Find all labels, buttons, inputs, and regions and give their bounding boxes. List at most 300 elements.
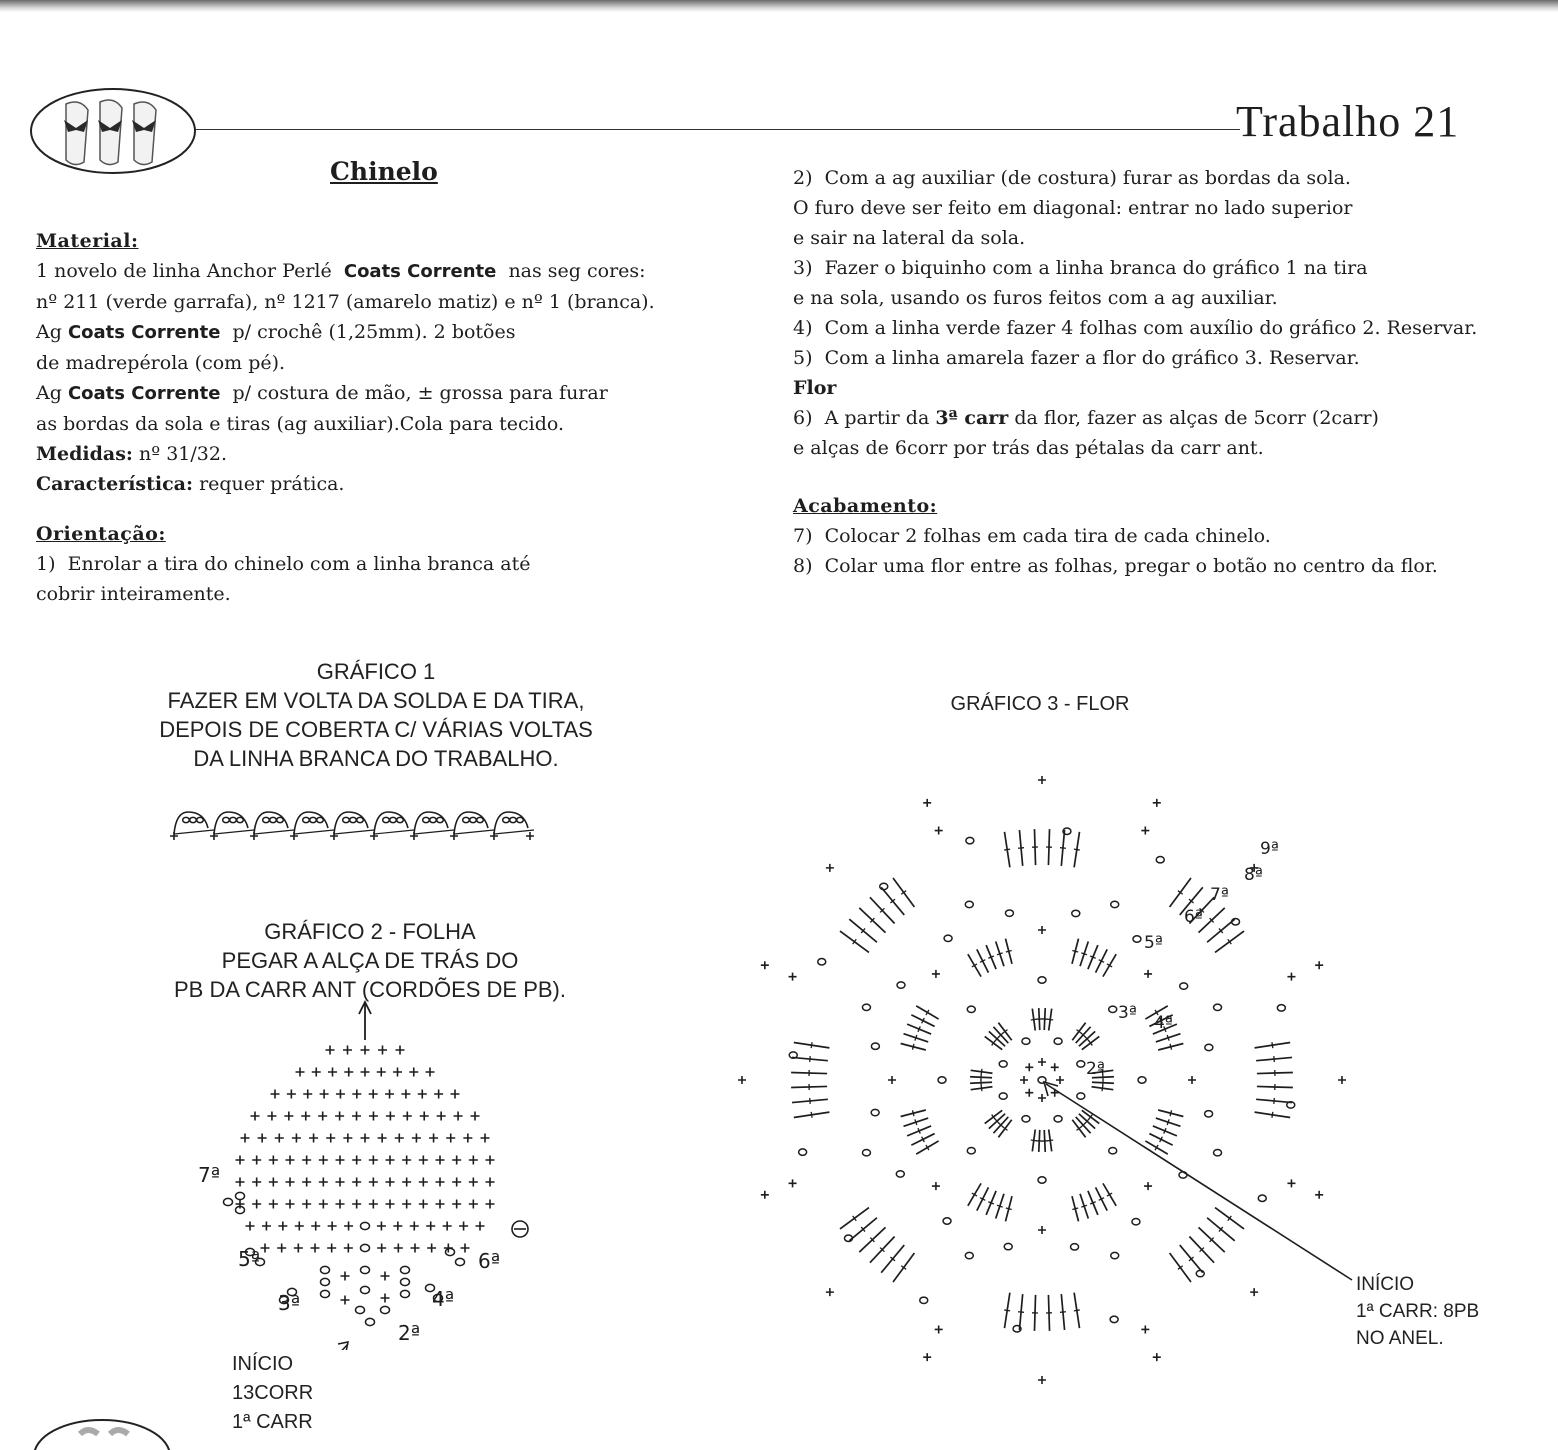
single-crochet-symbol bbox=[396, 1046, 405, 1055]
single-crochet-symbol bbox=[278, 1222, 287, 1231]
single-crochet-symbol bbox=[295, 1222, 304, 1231]
single-crochet-symbol bbox=[476, 1222, 485, 1231]
stitch-bar bbox=[1167, 1119, 1169, 1125]
grafico3-start-label: INÍCIO 1ª CARR: 8PB NO ANEL. bbox=[1356, 1274, 1480, 1349]
grafico1-caption: GRÁFICO 1 FAZER EM VOLTA DA SOLDA E DA TIRA, DEPOIS DE COBERTA C/ VÁRIAS VOLTAS DA LINHA BRANCA DO TRABALHO. bbox=[159, 659, 593, 771]
single-crochet-symbol bbox=[287, 1090, 296, 1099]
single-crochet-symbol bbox=[486, 1200, 495, 1209]
single-crochet-symbol bbox=[352, 1090, 361, 1099]
single-crochet-symbol bbox=[236, 1156, 245, 1165]
chain-symbol bbox=[1022, 1038, 1030, 1044]
single-crochet-symbol bbox=[446, 1134, 455, 1143]
single-crochet-symbol bbox=[258, 1134, 267, 1143]
chain-symbol bbox=[938, 1077, 946, 1083]
article-title: Chinelo bbox=[330, 157, 438, 186]
start-arrow bbox=[318, 1344, 348, 1350]
single-crochet-symbol bbox=[1315, 1191, 1323, 1199]
single-crochet-symbol bbox=[326, 1046, 335, 1055]
row-label: 5ª bbox=[238, 1247, 261, 1271]
single-crochet-symbol bbox=[402, 1178, 411, 1187]
page-title: Trabalho 21 bbox=[1236, 97, 1460, 146]
chain-symbol bbox=[944, 935, 952, 941]
chain-symbol bbox=[303, 817, 310, 822]
grafico3-caption: GRÁFICO 3 - FLOR bbox=[950, 693, 1130, 715]
round-label: 9ª bbox=[1260, 839, 1279, 859]
single-crochet-symbol bbox=[427, 1244, 436, 1253]
stitch-bar bbox=[1060, 1312, 1066, 1313]
chain-symbol bbox=[270, 817, 277, 822]
single-crochet-symbol bbox=[1025, 1063, 1033, 1071]
acabamento-heading: Acabamento: bbox=[793, 495, 938, 517]
brand-name: Coats Corrente bbox=[67, 383, 221, 404]
stitch-bar bbox=[912, 1044, 914, 1050]
base-line bbox=[454, 830, 494, 834]
chain-symbol bbox=[1180, 983, 1188, 989]
stitch-bar bbox=[997, 953, 1003, 955]
single-crochet-symbol bbox=[1025, 1089, 1033, 1097]
single-crochet-symbol bbox=[286, 1178, 295, 1187]
stitch-bar bbox=[1031, 1019, 1037, 1020]
chain-symbol bbox=[237, 817, 244, 822]
chain-symbol bbox=[1156, 857, 1164, 863]
stitch-bar bbox=[1006, 950, 1012, 952]
chain-symbol bbox=[366, 1318, 375, 1325]
chain-symbol bbox=[321, 1266, 330, 1273]
stitch-bar bbox=[1018, 1312, 1024, 1313]
single-crochet-symbol bbox=[341, 1272, 350, 1281]
single-crochet-symbol bbox=[426, 1068, 435, 1077]
single-crochet-symbol bbox=[269, 1200, 278, 1209]
single-crochet-symbol bbox=[469, 1156, 478, 1165]
chain-symbol bbox=[470, 817, 477, 822]
single-crochet-symbol bbox=[451, 1090, 460, 1099]
stitch-bar bbox=[1272, 1112, 1273, 1118]
single-crochet-symbol bbox=[381, 1294, 390, 1303]
chain-symbol bbox=[423, 817, 430, 822]
chain-symbol bbox=[361, 1222, 370, 1229]
single-crochet-symbol bbox=[1141, 827, 1149, 835]
material-line: Ag Coats Corrente p/ costura de mão, ± grossa para furar bbox=[36, 382, 608, 404]
single-crochet-symbol bbox=[469, 1200, 478, 1209]
chain-symbol bbox=[361, 1244, 370, 1251]
single-crochet-symbol bbox=[1188, 1076, 1196, 1084]
chain-symbol bbox=[799, 1149, 807, 1155]
single-crochet-symbol bbox=[386, 1200, 395, 1209]
single-crochet-symbol bbox=[275, 1134, 284, 1143]
chain-symbol bbox=[897, 982, 905, 988]
chain-symbol bbox=[871, 1043, 879, 1049]
round-label: 5ª bbox=[1144, 933, 1163, 953]
single-crochet-symbol bbox=[386, 1112, 395, 1121]
single-crochet-symbol bbox=[327, 1244, 336, 1253]
single-crochet-symbol bbox=[1287, 1179, 1295, 1187]
chain-symbol bbox=[437, 817, 444, 822]
single-crochet-symbol bbox=[1315, 961, 1323, 969]
caracteristica: Característica: requer prática. bbox=[36, 473, 345, 495]
chain-symbol bbox=[477, 817, 484, 822]
single-crochet-symbol bbox=[923, 1353, 931, 1361]
chain-symbol bbox=[1038, 977, 1046, 983]
chain-symbol bbox=[1109, 1006, 1117, 1012]
single-crochet-symbol bbox=[336, 1178, 345, 1187]
chain-symbol bbox=[317, 817, 324, 822]
stitch-bar bbox=[1031, 1140, 1037, 1141]
single-crochet-symbol bbox=[436, 1156, 445, 1165]
single-crochet-symbol bbox=[386, 1178, 395, 1187]
chain-symbol bbox=[920, 1297, 928, 1303]
single-crochet-symbol bbox=[386, 1156, 395, 1165]
single-crochet-symbol bbox=[335, 1112, 344, 1121]
single-crochet-symbol bbox=[302, 1200, 311, 1209]
single-crochet-symbol bbox=[361, 1046, 370, 1055]
single-crochet-symbol bbox=[326, 1134, 335, 1143]
stitch-bar bbox=[915, 1119, 917, 1125]
single-crochet-symbol bbox=[420, 1112, 429, 1121]
chain-symbol bbox=[401, 1278, 410, 1285]
stitch-bar bbox=[915, 1035, 917, 1041]
chain-symbol bbox=[236, 1192, 245, 1199]
chain-symbol bbox=[1196, 1270, 1204, 1276]
stitch-bar bbox=[1018, 848, 1024, 849]
single-crochet-symbol bbox=[261, 1244, 270, 1253]
single-crochet-symbol bbox=[471, 1112, 480, 1121]
round-label: 7ª bbox=[1210, 885, 1229, 905]
single-crochet-symbol bbox=[409, 1068, 418, 1077]
chain-symbol bbox=[1072, 910, 1080, 916]
step-8: 8) Colar uma flor entre as folhas, pregar o botão no centro da flor. bbox=[793, 555, 1438, 577]
chain-symbol bbox=[310, 817, 317, 822]
chain-symbol bbox=[862, 1004, 870, 1010]
step-2-cont: e sair na lateral da sola. bbox=[793, 227, 1026, 249]
chain-symbol bbox=[1022, 1116, 1030, 1122]
chain-symbol bbox=[967, 1148, 975, 1154]
single-crochet-symbol bbox=[402, 1200, 411, 1209]
base-line bbox=[254, 830, 294, 834]
grafico2-caption: GRÁFICO 2 - FOLHA PEGAR A ALÇA DE TRÁS DO PB DA CARR ANT (CORDÕES DE PB). bbox=[173, 919, 566, 1002]
material-line: nº 211 (verde garrafa), nº 1217 (amarelo matiz) e nº 1 (branca). bbox=[36, 291, 655, 313]
stitch-bar bbox=[1274, 1098, 1275, 1104]
single-crochet-symbol bbox=[426, 1222, 435, 1231]
chain-symbol bbox=[1214, 1150, 1222, 1156]
chain-symbol bbox=[1111, 901, 1119, 907]
base-line bbox=[294, 830, 334, 834]
stitch-bar bbox=[1060, 848, 1066, 849]
single-crochet-symbol bbox=[419, 1156, 428, 1165]
single-crochet-symbol bbox=[410, 1222, 419, 1231]
single-crochet-symbol bbox=[403, 1112, 412, 1121]
material-line: as bordas da sola e tiras (ag auxiliar).Cola para tecido. bbox=[36, 413, 565, 435]
chain-symbol bbox=[401, 1266, 410, 1273]
single-crochet-symbol bbox=[311, 1222, 320, 1231]
single-crochet-symbol bbox=[252, 1200, 261, 1209]
orientacao-heading: Orientação: bbox=[36, 523, 166, 545]
single-crochet-symbol bbox=[301, 1112, 310, 1121]
single-crochet-symbol bbox=[344, 1068, 353, 1077]
row-label: 7ª bbox=[198, 1163, 221, 1187]
single-crochet-symbol bbox=[1153, 799, 1161, 807]
stitch-bar bbox=[1081, 1205, 1087, 1207]
single-crochet-symbol bbox=[1038, 1058, 1046, 1066]
single-crochet-symbol bbox=[419, 1178, 428, 1187]
brand-name: Coats Corrente bbox=[343, 261, 497, 282]
chain-symbol bbox=[999, 1061, 1007, 1067]
stitch-bar bbox=[1102, 1085, 1103, 1091]
step-1-cont: cobrir inteiramente. bbox=[36, 583, 231, 605]
single-crochet-symbol bbox=[309, 1134, 318, 1143]
single-crochet-symbol bbox=[1038, 1094, 1046, 1102]
single-crochet-symbol bbox=[888, 1076, 896, 1084]
step-3: 3) Fazer o biquinho com a linha branca do gráfico 1 na tira bbox=[793, 257, 1368, 279]
chain-symbol bbox=[1071, 1244, 1079, 1250]
single-crochet-symbol bbox=[1038, 1226, 1046, 1234]
single-crochet-symbol bbox=[352, 1112, 361, 1121]
single-crochet-symbol bbox=[262, 1222, 271, 1231]
single-crochet-symbol bbox=[1056, 1076, 1064, 1084]
chain-symbol bbox=[510, 817, 517, 822]
base-line bbox=[174, 830, 214, 834]
single-crochet-symbol bbox=[269, 1156, 278, 1165]
grafico1-diagram bbox=[166, 800, 546, 846]
single-crochet-symbol bbox=[935, 1325, 943, 1333]
single-crochet-symbol bbox=[352, 1200, 361, 1209]
single-crochet-symbol bbox=[352, 1156, 361, 1165]
material-heading: Material: bbox=[36, 230, 139, 252]
header-rule bbox=[196, 129, 1240, 130]
chain-symbol bbox=[965, 1252, 973, 1258]
single-crochet-symbol bbox=[377, 1068, 386, 1077]
slippers-logo-bottom bbox=[30, 1414, 170, 1450]
single-crochet-symbol bbox=[402, 1156, 411, 1165]
round-label: 3ª bbox=[1118, 1003, 1137, 1023]
stitch-bar bbox=[1006, 1208, 1012, 1210]
single-crochet-symbol bbox=[267, 1112, 276, 1121]
single-crochet-symbol bbox=[826, 1288, 834, 1296]
single-crochet-symbol bbox=[1020, 1076, 1028, 1084]
single-crochet-symbol bbox=[318, 1112, 327, 1121]
chain-symbol bbox=[197, 817, 204, 822]
single-crochet-symbol bbox=[789, 1179, 797, 1187]
single-crochet-symbol bbox=[336, 1156, 345, 1165]
single-crochet-symbol bbox=[277, 1244, 286, 1253]
single-crochet-symbol bbox=[1051, 1063, 1059, 1071]
round-label: 8ª bbox=[1244, 865, 1263, 885]
stitch-bar bbox=[1081, 953, 1087, 955]
single-crochet-symbol bbox=[461, 1244, 470, 1253]
single-crochet-symbol bbox=[459, 1222, 468, 1231]
chain-symbol bbox=[190, 817, 197, 822]
chain-symbol bbox=[401, 1290, 410, 1297]
step-7: 7) Colocar 2 folhas em cada tira de cada chinelo. bbox=[793, 525, 1271, 547]
chain-symbol bbox=[1005, 910, 1013, 916]
single-crochet-symbol bbox=[271, 1090, 280, 1099]
row-label: 2ª bbox=[398, 1321, 421, 1345]
single-crochet-symbol bbox=[411, 1244, 420, 1253]
chain-symbol bbox=[321, 1278, 330, 1285]
single-crochet-symbol bbox=[246, 1222, 255, 1231]
base-line bbox=[334, 830, 374, 834]
material-line: de madrepérola (com pé). bbox=[36, 352, 286, 374]
chain-symbol bbox=[356, 1306, 365, 1313]
single-crochet-symbol bbox=[284, 1112, 293, 1121]
single-crochet-symbol bbox=[369, 1200, 378, 1209]
single-crochet-symbol bbox=[269, 1178, 278, 1187]
step-2-cont: O furo deve ser feito em diagonal: entrar no lado superior bbox=[793, 197, 1353, 219]
single-crochet-symbol bbox=[436, 1200, 445, 1209]
single-crochet-symbol bbox=[418, 1090, 427, 1099]
single-crochet-symbol bbox=[328, 1222, 337, 1231]
chain-symbol bbox=[1077, 1061, 1085, 1067]
stitch-bar bbox=[811, 1112, 812, 1118]
chain-symbol bbox=[1054, 1038, 1062, 1044]
chain-symbol bbox=[1205, 1044, 1213, 1050]
single-crochet-symbol bbox=[1250, 1288, 1258, 1296]
single-crochet-symbol bbox=[303, 1090, 312, 1099]
single-crochet-symbol bbox=[252, 1156, 261, 1165]
stitch-bar bbox=[1072, 1208, 1078, 1210]
single-crochet-symbol bbox=[319, 1156, 328, 1165]
chain-symbol bbox=[361, 1266, 370, 1273]
single-crochet-symbol bbox=[1038, 776, 1046, 784]
right-column bbox=[793, 163, 1477, 581]
single-crochet-symbol bbox=[437, 1112, 446, 1121]
single-crochet-symbol bbox=[319, 1178, 328, 1187]
single-crochet-symbol bbox=[344, 1222, 353, 1231]
single-crochet-symbol bbox=[486, 1178, 495, 1187]
round-label: 4ª bbox=[1154, 1013, 1173, 1033]
single-crochet-symbol bbox=[302, 1178, 311, 1187]
single-crochet-symbol bbox=[1338, 1076, 1346, 1084]
single-crochet-symbol bbox=[236, 1178, 245, 1187]
stitch-bar bbox=[981, 1085, 982, 1091]
single-crochet-symbol bbox=[311, 1244, 320, 1253]
chain-symbol bbox=[1277, 1005, 1285, 1011]
stitch-bar bbox=[1170, 1044, 1172, 1050]
chain-symbol bbox=[263, 817, 270, 822]
chain-symbol bbox=[1138, 1077, 1146, 1083]
single-crochet-symbol bbox=[452, 1200, 461, 1209]
single-crochet-symbol bbox=[336, 1200, 345, 1209]
single-crochet-symbol bbox=[341, 1296, 350, 1305]
stitch-bar bbox=[1047, 1019, 1053, 1020]
single-crochet-symbol bbox=[932, 1182, 940, 1190]
base-line bbox=[494, 830, 534, 834]
base-line bbox=[414, 830, 454, 834]
chain-symbol bbox=[446, 1248, 455, 1255]
single-crochet-symbol bbox=[789, 973, 797, 981]
chain-symbol bbox=[357, 817, 364, 822]
single-crochet-symbol bbox=[241, 1134, 250, 1143]
stitch-bar bbox=[1004, 849, 1010, 850]
chain-symbol bbox=[456, 1258, 465, 1265]
single-crochet-symbol bbox=[429, 1134, 438, 1143]
single-crochet-symbol bbox=[454, 1112, 463, 1121]
single-crochet-symbol bbox=[377, 1222, 386, 1231]
stitch-bar bbox=[1072, 950, 1078, 952]
chain-symbol bbox=[999, 1093, 1007, 1099]
single-crochet-symbol bbox=[826, 864, 834, 872]
single-crochet-symbol bbox=[932, 970, 940, 978]
single-crochet-symbol bbox=[251, 1112, 260, 1121]
single-crochet-symbol bbox=[320, 1090, 329, 1099]
chain-symbol bbox=[230, 817, 237, 822]
medidas: Medidas: nº 31/32. bbox=[36, 443, 227, 465]
chain-symbol bbox=[277, 817, 284, 822]
single-crochet-symbol bbox=[312, 1068, 321, 1077]
single-crochet-symbol bbox=[935, 827, 943, 835]
single-crochet-symbol bbox=[369, 1156, 378, 1165]
single-crochet-symbol bbox=[526, 832, 534, 840]
single-crochet-symbol bbox=[401, 1090, 410, 1099]
stitch-bar bbox=[811, 1042, 812, 1048]
chain-symbol bbox=[965, 901, 973, 907]
single-crochet-symbol bbox=[352, 1178, 361, 1187]
grafico3-diagram bbox=[670, 740, 1370, 1440]
chain-symbol bbox=[1258, 1195, 1266, 1201]
single-crochet-symbol bbox=[286, 1200, 295, 1209]
single-crochet-symbol bbox=[1038, 1376, 1046, 1384]
single-crochet-symbol bbox=[443, 1222, 452, 1231]
single-crochet-symbol bbox=[369, 1112, 378, 1121]
material-line: Ag Coats Corrente p/ crochê (1,25mm). 2 botões bbox=[36, 321, 516, 343]
single-crochet-symbol bbox=[395, 1134, 404, 1143]
single-crochet-symbol bbox=[385, 1090, 394, 1099]
single-crochet-symbol bbox=[738, 1076, 746, 1084]
chain-symbol bbox=[397, 817, 404, 822]
single-crochet-symbol bbox=[412, 1134, 421, 1143]
chain-symbol bbox=[383, 817, 390, 822]
chain-symbol bbox=[183, 817, 190, 822]
chain-symbol bbox=[381, 1306, 390, 1313]
base-line bbox=[214, 830, 254, 834]
single-crochet-symbol bbox=[761, 1191, 769, 1199]
single-crochet-symbol bbox=[1287, 973, 1295, 981]
single-crochet-symbol bbox=[1141, 1325, 1149, 1333]
single-crochet-symbol bbox=[436, 1178, 445, 1187]
stitch-bar bbox=[981, 1069, 982, 1075]
step-4: 4) Com a linha verde fazer 4 folhas com auxílio do gráfico 2. Reservar. bbox=[793, 317, 1478, 339]
material-line: 1 novelo de linha Anchor Perlé Coats Corrente nas seg cores: bbox=[36, 260, 646, 282]
stitch-bar bbox=[997, 1205, 1003, 1207]
single-crochet-symbol bbox=[1153, 1353, 1161, 1361]
chain-symbol bbox=[1205, 1111, 1213, 1117]
single-crochet-symbol bbox=[761, 961, 769, 969]
step-3-cont: e na sola, usando os furos feitos com a ag auxiliar. bbox=[793, 287, 1278, 309]
single-crochet-symbol bbox=[361, 1134, 370, 1143]
chain-symbol bbox=[430, 817, 437, 822]
stitch-bar bbox=[912, 1110, 914, 1116]
chain-symbol bbox=[343, 817, 350, 822]
chain-symbol bbox=[818, 959, 826, 965]
stitch-bar bbox=[1274, 1056, 1275, 1062]
chain-symbol bbox=[1111, 1252, 1119, 1258]
round-label: 2ª bbox=[1086, 1059, 1105, 1079]
single-crochet-symbol bbox=[452, 1178, 461, 1187]
single-crochet-symbol bbox=[252, 1178, 261, 1187]
single-crochet-symbol bbox=[336, 1090, 345, 1099]
single-crochet-symbol bbox=[452, 1156, 461, 1165]
row-label: 4ª bbox=[432, 1287, 455, 1311]
chain-symbol bbox=[321, 1290, 330, 1297]
single-crochet-symbol bbox=[286, 1156, 295, 1165]
step-5: 5) Com a linha amarela fazer a flor do gráfico 3. Reservar. bbox=[793, 347, 1360, 369]
single-crochet-symbol bbox=[302, 1156, 311, 1165]
single-crochet-symbol bbox=[923, 799, 931, 807]
chain-symbol bbox=[517, 817, 524, 822]
chain-symbol bbox=[1077, 1093, 1085, 1099]
chain-symbol bbox=[350, 817, 357, 822]
slippers-logo bbox=[28, 86, 198, 176]
chain-symbol bbox=[1132, 1218, 1140, 1224]
